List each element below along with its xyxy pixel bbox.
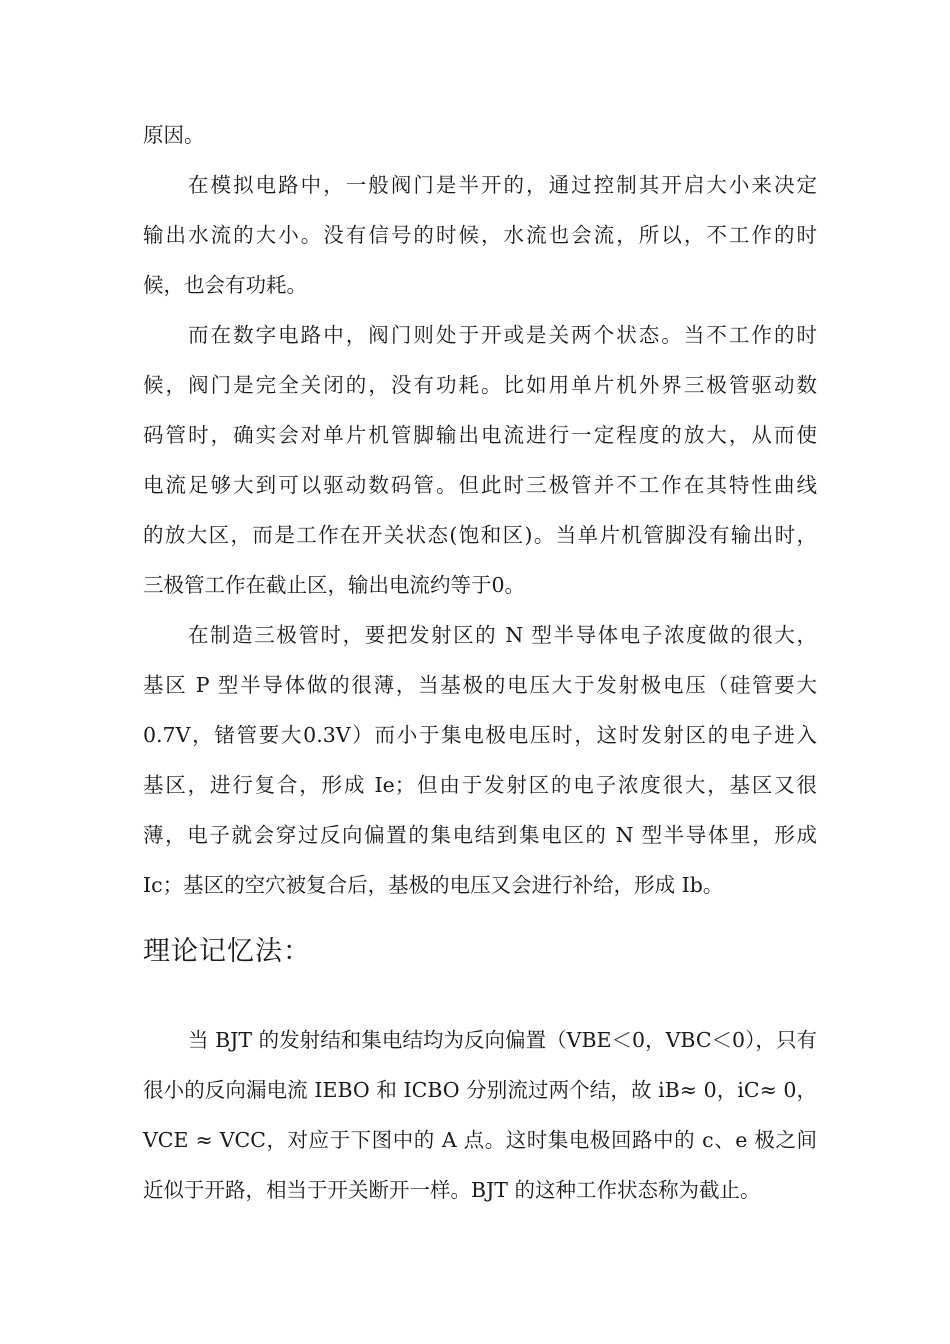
text-line: 很小的反向漏电流 IEBO 和 ICBO 分别流过两个结，故 iB≈ 0，iC≈ 0， bbox=[143, 1078, 817, 1102]
text-line: 在制造三极管时，要把发射区的 N 型半导体电子浓度做的很大， bbox=[188, 623, 817, 647]
text-line: Ic；基区的空穴被复合后，基极的电压又会进行补给，形成 Ib。 bbox=[143, 873, 724, 897]
text-line: 候，阀门是完全关闭的，没有功耗。比如用单片机外界三极管驱动数 bbox=[143, 373, 817, 397]
text-line: VCE ≈ VCC，对应于下图中的 A 点。这时集电极回路中的 c、e 极之间 bbox=[143, 1128, 817, 1152]
paragraph-1 bbox=[143, 110, 817, 160]
text-line: 电流足够大到可以驱动数码管。但此时三极管并不工作在其特性曲线 bbox=[143, 473, 817, 497]
text-line: 而在数字电路中，阀门则处于开或是关两个状态。当不工作的时 bbox=[188, 323, 817, 347]
document-page bbox=[143, 110, 817, 1215]
text-line: 当 BJT 的发射结和集电结均为反向偏置（VBE＜0，VBC＜0），只有 bbox=[188, 1028, 817, 1052]
text-line: 候，也会有功耗。 bbox=[143, 273, 307, 297]
text-line: 原因。 bbox=[143, 123, 205, 147]
text-line: 在模拟电路中，一般阀门是半开的，通过控制其开启大小来决定 bbox=[188, 173, 817, 197]
section-heading: 理论记忆法： bbox=[143, 936, 311, 967]
paragraph-2 bbox=[143, 160, 817, 310]
text-line: 的放大区，而是工作在开关状态(饱和区)。当单片机管脚没有输出时， bbox=[143, 523, 817, 547]
paragraph-4 bbox=[143, 610, 817, 910]
paragraph-3 bbox=[143, 310, 817, 610]
text-line: 近似于开路，相当于开关断开一样。BJT 的这种工作状态称为截止。 bbox=[143, 1178, 761, 1202]
text-line: 薄，电子就会穿过反向偏置的集电结到集电区的 N 型半导体里，形成 bbox=[143, 823, 817, 847]
text-line: 三极管工作在截止区，输出电流约等于0。 bbox=[143, 573, 526, 597]
text-line: 码管时，确实会对单片机管脚输出电流进行一定程度的放大，从而使 bbox=[143, 423, 817, 447]
text-line: 基区，进行复合，形成 Ie；但由于发射区的电子浓度很大，基区又很 bbox=[143, 773, 817, 797]
text-line: 0.7V，锗管要大0.3V）而小于集电极电压时，这时发射区的电子进入 bbox=[143, 723, 817, 747]
text-line: 输出水流的大小。没有信号的时候，水流也会流，所以，不工作的时 bbox=[143, 223, 817, 247]
paragraph-5 bbox=[143, 1015, 817, 1215]
text-line: 基区 P 型半导体做的很薄，当基极的电压大于发射极电压（硅管要大 bbox=[143, 673, 817, 697]
